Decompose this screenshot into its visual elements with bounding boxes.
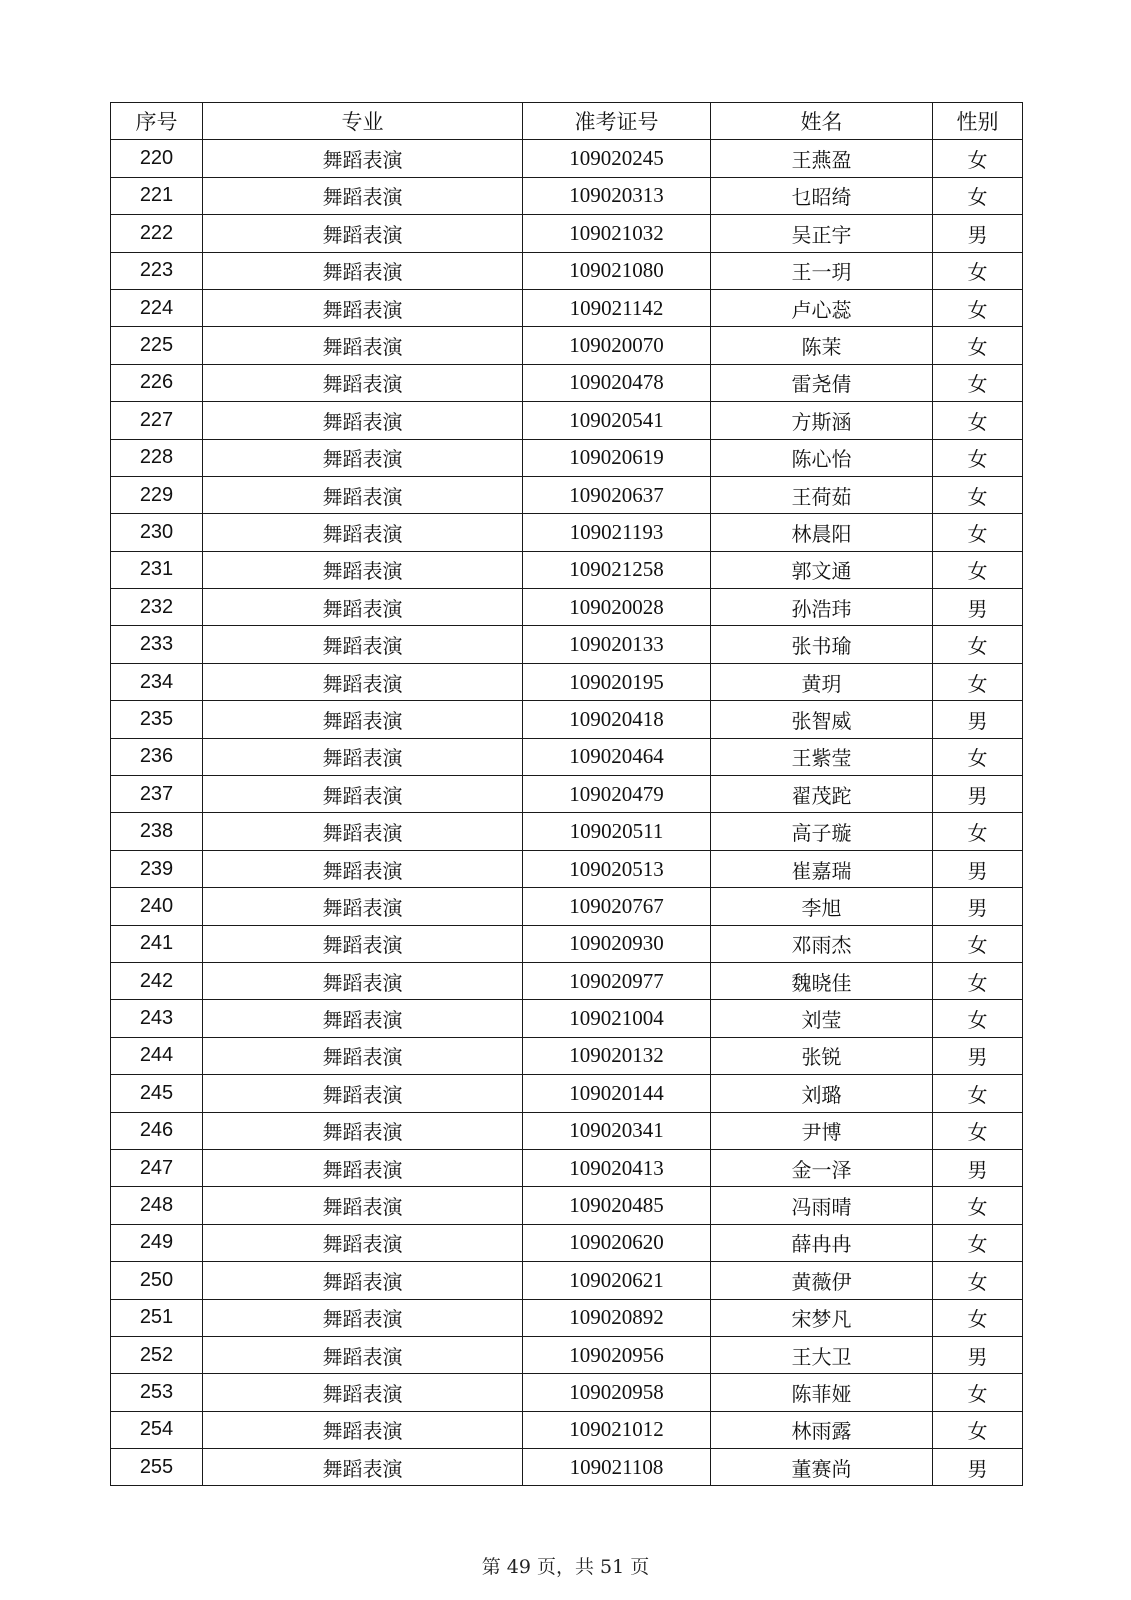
cell-exam-id: 109020892 — [523, 1299, 711, 1336]
cell-name: 尹博 — [711, 1112, 933, 1149]
cell-exam-id: 109021004 — [523, 1000, 711, 1037]
cell-exam-id: 109020413 — [523, 1149, 711, 1186]
cell-name: 陈心怡 — [711, 439, 933, 476]
cell-seq: 221 — [111, 177, 203, 214]
cell-exam-id: 109020070 — [523, 327, 711, 364]
cell-gender: 女 — [933, 1112, 1023, 1149]
cell-major: 舞蹈表演 — [203, 1037, 523, 1074]
cell-exam-id: 109020028 — [523, 589, 711, 626]
cell-seq: 235 — [111, 701, 203, 738]
cell-major: 舞蹈表演 — [203, 1411, 523, 1448]
cell-exam-id: 109021108 — [523, 1449, 711, 1486]
table-row — [111, 1449, 1023, 1486]
table-header-row — [111, 103, 1023, 140]
cell-gender: 女 — [933, 1000, 1023, 1037]
cell-exam-id: 109020133 — [523, 626, 711, 663]
cell-gender: 男 — [933, 215, 1023, 252]
cell-exam-id: 109021012 — [523, 1411, 711, 1448]
cell-seq: 230 — [111, 514, 203, 551]
cell-major: 舞蹈表演 — [203, 1336, 523, 1373]
cell-gender: 男 — [933, 776, 1023, 813]
cell-gender: 女 — [933, 1262, 1023, 1299]
cell-seq: 250 — [111, 1262, 203, 1299]
cell-exam-id: 109020313 — [523, 177, 711, 214]
cell-gender: 女 — [933, 1224, 1023, 1261]
cell-seq: 232 — [111, 589, 203, 626]
cell-exam-id: 109020195 — [523, 663, 711, 700]
cell-major: 舞蹈表演 — [203, 701, 523, 738]
cell-major: 舞蹈表演 — [203, 252, 523, 289]
table-row — [111, 663, 1023, 700]
cell-major: 舞蹈表演 — [203, 1374, 523, 1411]
cell-major: 舞蹈表演 — [203, 364, 523, 401]
cell-seq: 254 — [111, 1411, 203, 1448]
table-row — [111, 850, 1023, 887]
cell-exam-id: 109021258 — [523, 551, 711, 588]
cell-major: 舞蹈表演 — [203, 177, 523, 214]
cell-seq: 238 — [111, 813, 203, 850]
cell-exam-id: 109020541 — [523, 402, 711, 439]
cell-seq: 226 — [111, 364, 203, 401]
cell-seq: 240 — [111, 888, 203, 925]
cell-exam-id: 109020619 — [523, 439, 711, 476]
table-row — [111, 1112, 1023, 1149]
table-row — [111, 140, 1023, 177]
cell-name: 王荷茹 — [711, 476, 933, 513]
cell-gender: 女 — [933, 1299, 1023, 1336]
table-row — [111, 402, 1023, 439]
cell-major: 舞蹈表演 — [203, 1149, 523, 1186]
cell-seq: 247 — [111, 1149, 203, 1186]
table-row — [111, 1374, 1023, 1411]
cell-exam-id: 109020930 — [523, 925, 711, 962]
cell-gender: 女 — [933, 289, 1023, 326]
cell-major: 舞蹈表演 — [203, 626, 523, 663]
cell-gender: 女 — [933, 663, 1023, 700]
cell-gender: 男 — [933, 1037, 1023, 1074]
header-name: 姓名 — [711, 103, 933, 140]
table-row — [111, 1000, 1023, 1037]
cell-major: 舞蹈表演 — [203, 514, 523, 551]
header-exam-id: 准考证号 — [523, 103, 711, 140]
cell-seq: 224 — [111, 289, 203, 326]
cell-major: 舞蹈表演 — [203, 140, 523, 177]
table-row — [111, 327, 1023, 364]
cell-exam-id: 109020621 — [523, 1262, 711, 1299]
table-row — [111, 1336, 1023, 1373]
cell-seq: 243 — [111, 1000, 203, 1037]
table-body — [111, 140, 1023, 1486]
cell-major: 舞蹈表演 — [203, 1224, 523, 1261]
cell-major: 舞蹈表演 — [203, 776, 523, 813]
cell-major: 舞蹈表演 — [203, 327, 523, 364]
table-row — [111, 476, 1023, 513]
cell-exam-id: 109020245 — [523, 140, 711, 177]
cell-gender: 女 — [933, 1187, 1023, 1224]
cell-seq: 246 — [111, 1112, 203, 1149]
cell-exam-id: 109021032 — [523, 215, 711, 252]
cell-exam-id: 109021080 — [523, 252, 711, 289]
cell-gender: 女 — [933, 1374, 1023, 1411]
cell-gender: 女 — [933, 813, 1023, 850]
cell-exam-id: 109020132 — [523, 1037, 711, 1074]
cell-exam-id: 109020956 — [523, 1336, 711, 1373]
table-row — [111, 813, 1023, 850]
cell-exam-id: 109020511 — [523, 813, 711, 850]
cell-gender: 女 — [933, 738, 1023, 775]
header-major: 专业 — [203, 103, 523, 140]
cell-gender: 女 — [933, 626, 1023, 663]
cell-seq: 229 — [111, 476, 203, 513]
cell-gender: 女 — [933, 1075, 1023, 1112]
cell-gender: 男 — [933, 850, 1023, 887]
cell-major: 舞蹈表演 — [203, 813, 523, 850]
cell-major: 舞蹈表演 — [203, 663, 523, 700]
cell-seq: 228 — [111, 439, 203, 476]
cell-seq: 245 — [111, 1075, 203, 1112]
cell-name: 崔嘉瑞 — [711, 850, 933, 887]
cell-name: 邓雨杰 — [711, 925, 933, 962]
table-row — [111, 776, 1023, 813]
cell-seq: 255 — [111, 1449, 203, 1486]
cell-gender: 男 — [933, 589, 1023, 626]
cell-name: 王紫莹 — [711, 738, 933, 775]
table-row — [111, 1224, 1023, 1261]
cell-major: 舞蹈表演 — [203, 551, 523, 588]
cell-gender: 女 — [933, 177, 1023, 214]
table-row — [111, 1299, 1023, 1336]
table-row — [111, 1411, 1023, 1448]
cell-gender: 女 — [933, 439, 1023, 476]
cell-seq: 248 — [111, 1187, 203, 1224]
cell-exam-id: 109020144 — [523, 1075, 711, 1112]
table-row — [111, 1037, 1023, 1074]
cell-exam-id: 109020418 — [523, 701, 711, 738]
cell-gender: 女 — [933, 327, 1023, 364]
cell-major: 舞蹈表演 — [203, 289, 523, 326]
cell-name: 刘璐 — [711, 1075, 933, 1112]
table-row — [111, 1262, 1023, 1299]
cell-exam-id: 109020485 — [523, 1187, 711, 1224]
cell-name: 吴正宇 — [711, 215, 933, 252]
cell-exam-id: 109020464 — [523, 738, 711, 775]
cell-exam-id: 109020637 — [523, 476, 711, 513]
cell-gender: 女 — [933, 514, 1023, 551]
cell-seq: 223 — [111, 252, 203, 289]
cell-major: 舞蹈表演 — [203, 476, 523, 513]
cell-major: 舞蹈表演 — [203, 1262, 523, 1299]
cell-major: 舞蹈表演 — [203, 962, 523, 999]
table-row — [111, 888, 1023, 925]
cell-seq: 233 — [111, 626, 203, 663]
cell-exam-id: 109020479 — [523, 776, 711, 813]
cell-seq: 251 — [111, 1299, 203, 1336]
table-row — [111, 514, 1023, 551]
cell-major: 舞蹈表演 — [203, 402, 523, 439]
cell-seq: 249 — [111, 1224, 203, 1261]
cell-gender: 男 — [933, 1336, 1023, 1373]
cell-name: 薛冉冉 — [711, 1224, 933, 1261]
cell-major: 舞蹈表演 — [203, 1075, 523, 1112]
table-row — [111, 439, 1023, 476]
page-footer: 第 49 页，共 51 页 — [481, 1556, 650, 1578]
cell-exam-id: 109020341 — [523, 1112, 711, 1149]
cell-major: 舞蹈表演 — [203, 738, 523, 775]
cell-name: 张智威 — [711, 701, 933, 738]
table-row — [111, 1075, 1023, 1112]
cell-name: 王大卫 — [711, 1336, 933, 1373]
cell-major: 舞蹈表演 — [203, 1187, 523, 1224]
cell-seq: 252 — [111, 1336, 203, 1373]
cell-major: 舞蹈表演 — [203, 1299, 523, 1336]
cell-name: 冯雨晴 — [711, 1187, 933, 1224]
table-row — [111, 626, 1023, 663]
cell-gender: 男 — [933, 888, 1023, 925]
cell-gender: 女 — [933, 252, 1023, 289]
cell-exam-id: 109020767 — [523, 888, 711, 925]
cell-seq: 242 — [111, 962, 203, 999]
header-gender: 性别 — [933, 103, 1023, 140]
header-seq: 序号 — [111, 103, 203, 140]
cell-gender: 女 — [933, 1411, 1023, 1448]
table-row — [111, 177, 1023, 214]
cell-gender: 女 — [933, 925, 1023, 962]
cell-gender: 女 — [933, 402, 1023, 439]
cell-major: 舞蹈表演 — [203, 850, 523, 887]
table-row — [111, 215, 1023, 252]
cell-seq: 239 — [111, 850, 203, 887]
cell-name: 王一玥 — [711, 252, 933, 289]
table-row — [111, 551, 1023, 588]
cell-major: 舞蹈表演 — [203, 1112, 523, 1149]
table-row — [111, 738, 1023, 775]
cell-name: 高子璇 — [711, 813, 933, 850]
cell-name: 张书瑜 — [711, 626, 933, 663]
cell-major: 舞蹈表演 — [203, 215, 523, 252]
cell-name: 黄薇伊 — [711, 1262, 933, 1299]
cell-exam-id: 109020620 — [523, 1224, 711, 1261]
cell-gender: 女 — [933, 476, 1023, 513]
cell-major: 舞蹈表演 — [203, 589, 523, 626]
cell-seq: 234 — [111, 663, 203, 700]
table-row — [111, 252, 1023, 289]
table-row — [111, 289, 1023, 326]
cell-name: 王燕盈 — [711, 140, 933, 177]
cell-name: 陈茉 — [711, 327, 933, 364]
table-row — [111, 1149, 1023, 1186]
cell-name: 李旭 — [711, 888, 933, 925]
cell-gender: 女 — [933, 140, 1023, 177]
cell-name: 刘莹 — [711, 1000, 933, 1037]
cell-name: 金一泽 — [711, 1149, 933, 1186]
table-row — [111, 925, 1023, 962]
table-row — [111, 589, 1023, 626]
cell-exam-id: 109020977 — [523, 962, 711, 999]
cell-seq: 253 — [111, 1374, 203, 1411]
cell-gender: 女 — [933, 551, 1023, 588]
cell-major: 舞蹈表演 — [203, 1000, 523, 1037]
cell-name: 林晨阳 — [711, 514, 933, 551]
table-row — [111, 364, 1023, 401]
cell-name: 林雨露 — [711, 1411, 933, 1448]
cell-major: 舞蹈表演 — [203, 888, 523, 925]
cell-exam-id: 109020513 — [523, 850, 711, 887]
cell-name: 卢心蕊 — [711, 289, 933, 326]
cell-gender: 女 — [933, 962, 1023, 999]
table-row — [111, 1187, 1023, 1224]
cell-major: 舞蹈表演 — [203, 1449, 523, 1486]
cell-name: 翟茂跎 — [711, 776, 933, 813]
cell-exam-id: 109021142 — [523, 289, 711, 326]
cell-name: 方斯涵 — [711, 402, 933, 439]
cell-seq: 241 — [111, 925, 203, 962]
cell-name: 雷尧倩 — [711, 364, 933, 401]
cell-exam-id: 109021193 — [523, 514, 711, 551]
cell-name: 张锐 — [711, 1037, 933, 1074]
cell-seq: 231 — [111, 551, 203, 588]
cell-name: 孙浩玮 — [711, 589, 933, 626]
cell-name: 宋梦凡 — [711, 1299, 933, 1336]
cell-seq: 237 — [111, 776, 203, 813]
table-row — [111, 701, 1023, 738]
cell-gender: 男 — [933, 1149, 1023, 1186]
cell-name: 董赛尚 — [711, 1449, 933, 1486]
cell-gender: 女 — [933, 364, 1023, 401]
cell-seq: 236 — [111, 738, 203, 775]
cell-seq: 225 — [111, 327, 203, 364]
cell-name: 郭文通 — [711, 551, 933, 588]
cell-seq: 227 — [111, 402, 203, 439]
cell-name: 魏晓佳 — [711, 962, 933, 999]
cell-name: 乜昭绮 — [711, 177, 933, 214]
cell-gender: 男 — [933, 1449, 1023, 1486]
cell-name: 黄玥 — [711, 663, 933, 700]
cell-exam-id: 109020478 — [523, 364, 711, 401]
cell-seq: 220 — [111, 140, 203, 177]
cell-gender: 男 — [933, 701, 1023, 738]
cell-seq: 244 — [111, 1037, 203, 1074]
table-row — [111, 962, 1023, 999]
cell-name: 陈菲娅 — [711, 1374, 933, 1411]
admission-table — [110, 102, 1023, 1486]
cell-major: 舞蹈表演 — [203, 439, 523, 476]
cell-seq: 222 — [111, 215, 203, 252]
cell-major: 舞蹈表演 — [203, 925, 523, 962]
cell-exam-id: 109020958 — [523, 1374, 711, 1411]
